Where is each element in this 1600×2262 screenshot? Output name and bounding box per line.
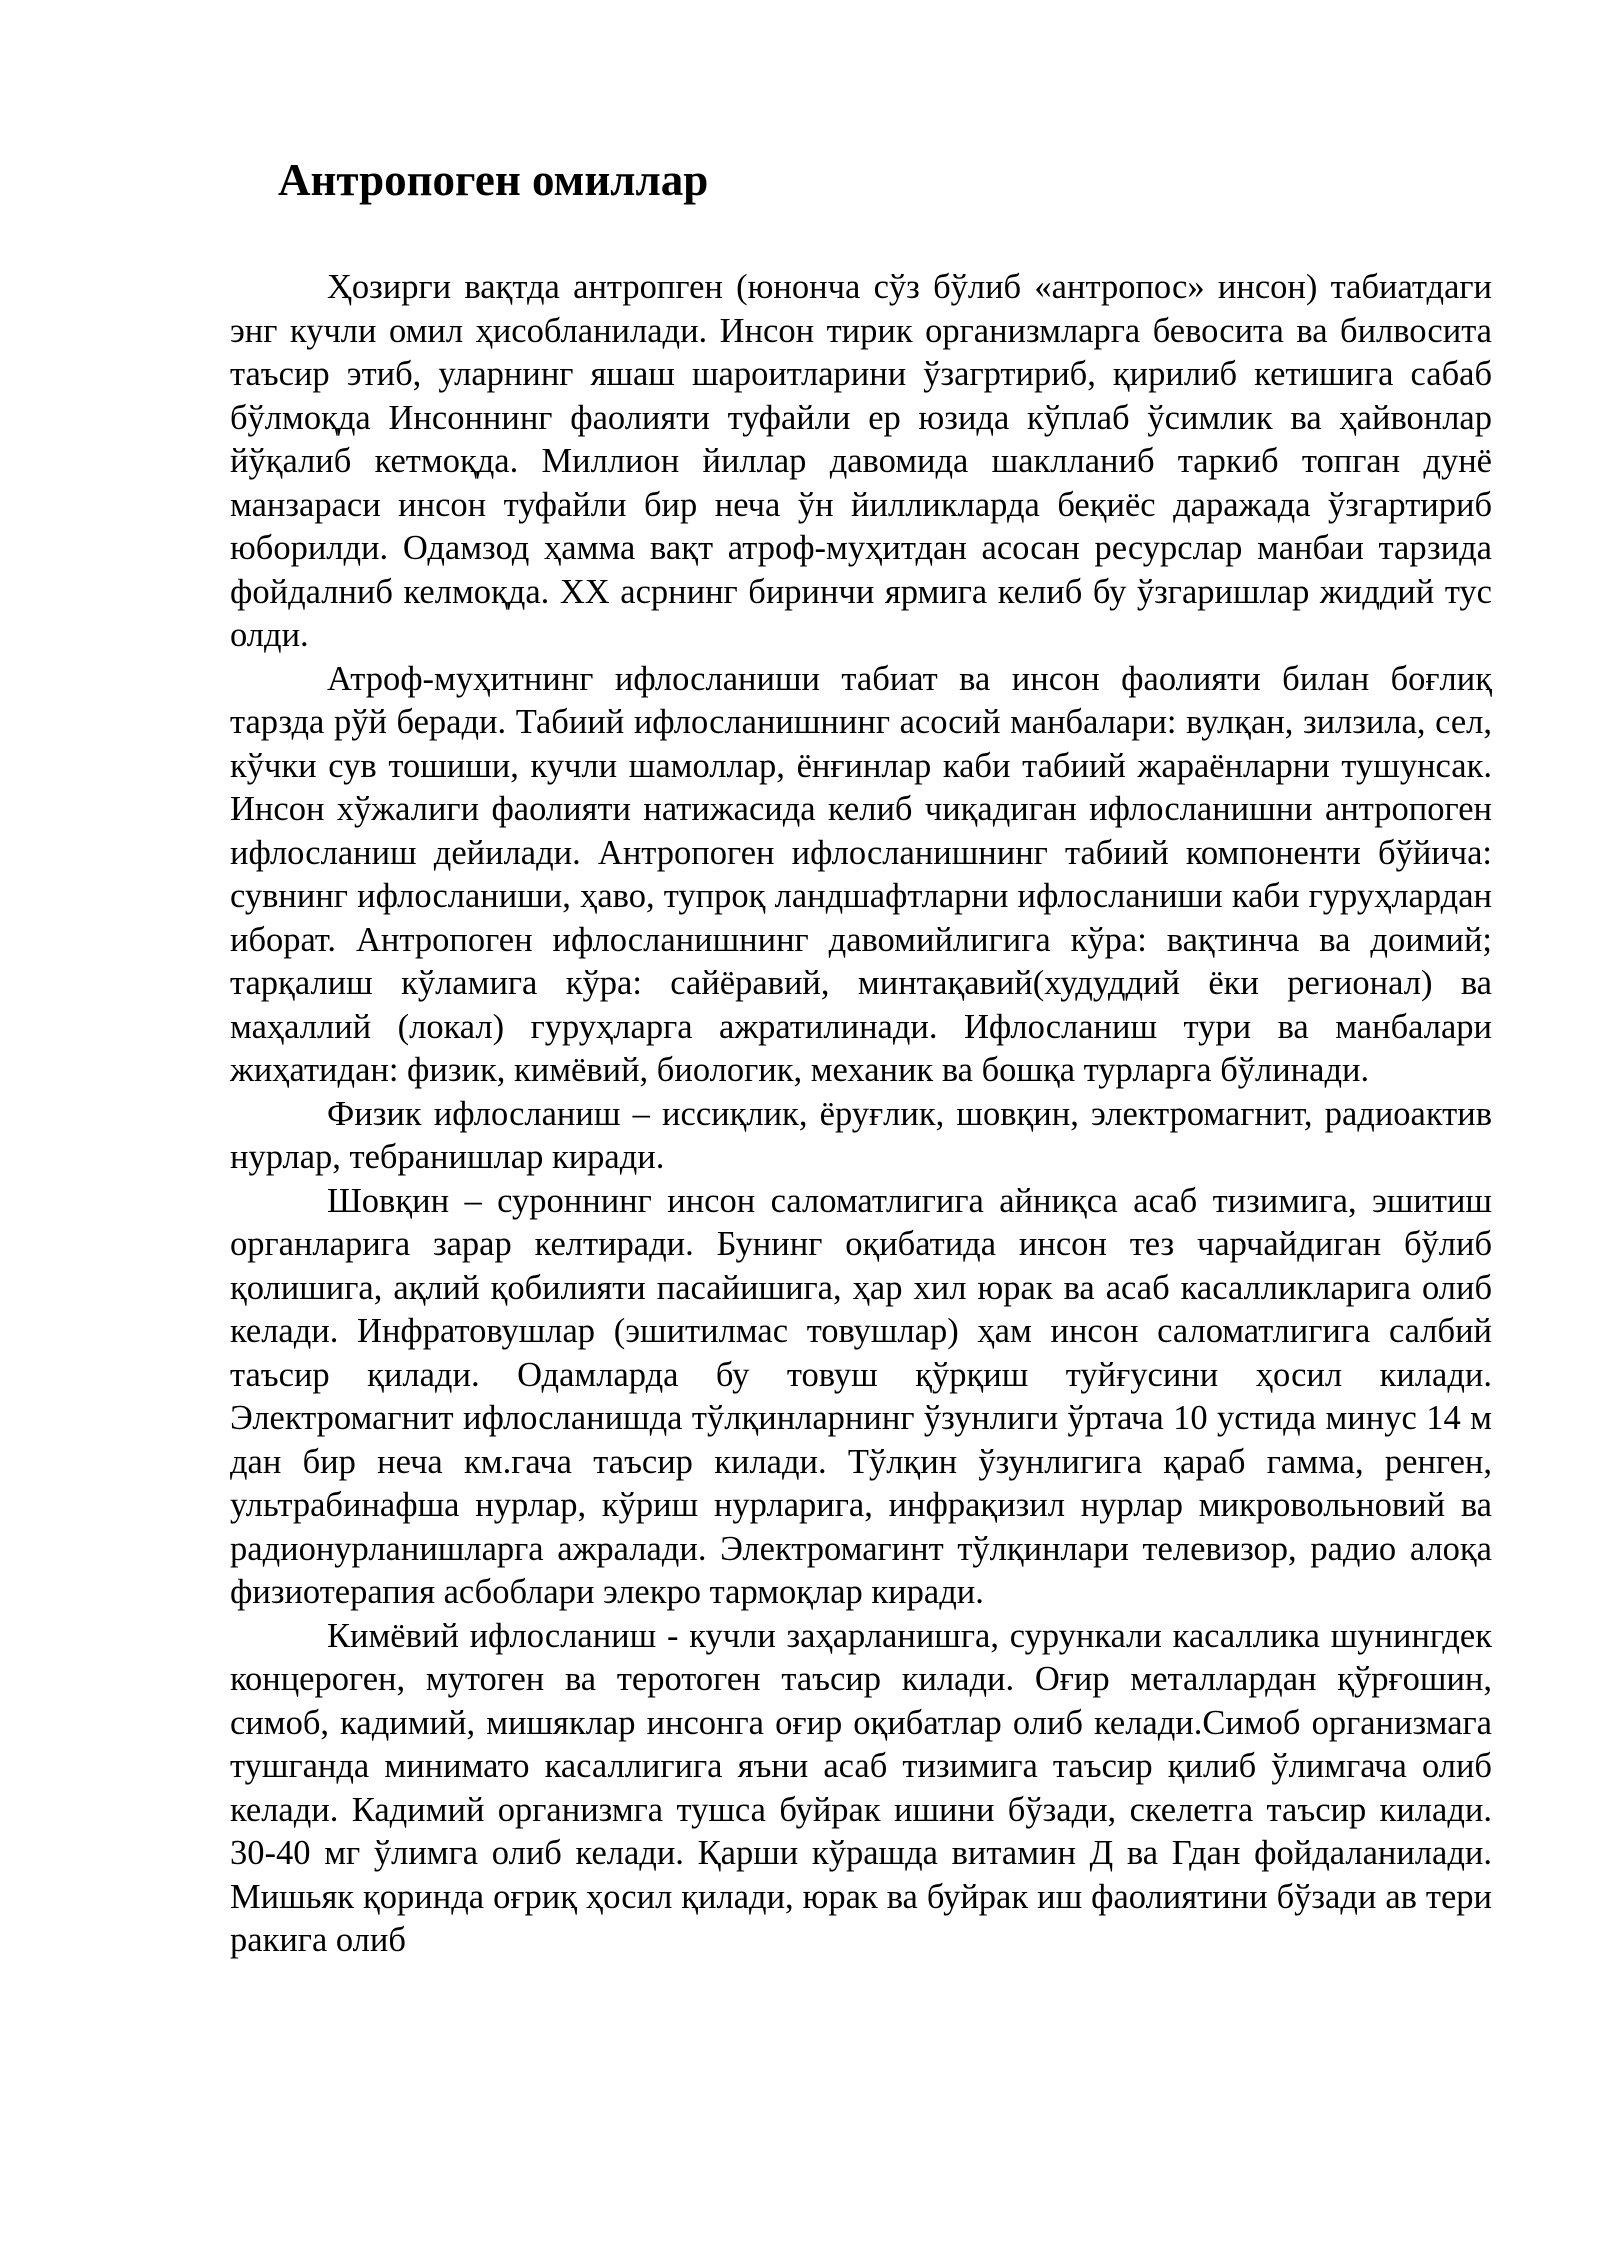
paragraph-3: Физик ифлосланиш – иссиқлик, ёруғлик, шовқин, электромагнит, радиоактив нурлар, тебранишлар киради.: [230, 1094, 1492, 1176]
paragraph-4: Шовқин – суроннинг инсон саломатлигига айниқса асаб тизимига, эшитиш органларига зарар келтиради. Бунинг оқибатида инсон тез чарчайдиган бўлиб қолишига, ақлий қобилияти пасайишига, ҳар хил юрак ва асаб касалликларига олиб келади. Инфратовушлар (эшитилмас товушлар) ҳам инсон саломатлигига салбий таъсир қилади. Одамларда бу товуш қўрқиш туйғусини ҳосил килади. Электромагнит ифлосланишда тўлқинларнинг ўзунлиги ўртача 10 устида минус 14 м дан бир неча км.гача таъсир килади. Тўлқин ўзунлигига қараб гамма, ренген, ультрабинафша нурлар, кўриш нурларига, инфрақизил нурлар микровольновий ва радионурланишларга ажралади. Электромагинт тўлқинлари телевизор, радио алоқа физиотерапия асбоблари элекро тармоқлар киради.: [230, 1181, 1492, 1611]
document-body: [230, 266, 1492, 1963]
paragraph-5: Кимёвий ифлосланиш - кучли заҳарланишга, сурункали касаллика шунингдек концероген, мутоген ва теротоген таъсир килади. Оғир металлардан қўрғошин, симоб, кадимий, мишяклар инсонга оғир оқибатлар олиб келади.Симоб организмага тушганда минимато касаллигига яъни асаб тизимига таъсир қилиб ўлимгача олиб келади. Кадимий организмга тушса буйрак ишини бўзади, скелетга таъсир килади. 30-40 мг ўлимга олиб келади. Қарши кўрашда витамин Д ва Гдан фойдаланилади. Мишьяк қоринда оғриқ ҳосил қилади, юрак ва буйрак иш фаолиятини бўзади ав тери ракига олиб: [230, 1616, 1492, 1959]
paragraph-1: Ҳозирги вақтда антропген (юнонча сўз бўлиб «антропос» инсон) табиатдаги энг кучли омил ҳисобланилади. Инсон тирик организмларга бевосита ва билвосита таъсир этиб, уларнинг яшаш шароитларини ўзагртириб, қирилиб кетишига сабаб бўлмоқда Инсоннинг фаолияти туфайли ер юзида кўплаб ўсимлик ва ҳайвонлар йўқалиб кетмоқда. Миллион йиллар давомида шаклланиб таркиб топган дунё манзараси инсон туфайли бир неча ўн йилликларда беқиёс даражада ўзгартириб юборилди. Одамзод ҳамма вақт атроф-муҳитдан асосан ресурслар манбаи тарзида фойдалниб келмоқда. ХХ асрнинг биринчи ярмига келиб бу ўзгаришлар жиддий тус олди.: [230, 268, 1492, 654]
paragraph-2: Атроф-муҳитнинг ифлосланиши табиат ва инсон фаолияти билан боғлиқ тарзда рўй беради. Табиий ифлосланишнинг асосий манбалари: вулқан, зилзила, сел, кўчки сув тошиши, кучли шамоллар, ёнғинлар каби табиий жараёнларни тушунсак. Инсон хўжалиги фаолияти натижасида келиб чиқадиган ифлосланишни антропоген ифлосланиш дейилади. Антропоген ифлосланишнинг табиий компоненти бўйича: сувнинг ифлосланиши, ҳаво, тупроқ ландшафтларни ифлосланиши каби гуруҳлардан иборат. Антропоген ифлосланишнинг давомийлигига кўра: вақтинча ва доимий; тарқалиш кўламига кўра: сайёравий, минтақавий(худуддий ёки регионал) ва маҳаллий (локал) гуруҳларга ажратилинади. Ифлосланиш тури ва манбалари жиҳатидан: физик, кимёвий, биологик, механик ва бошқа турларга бўлинади.: [230, 659, 1492, 1089]
page-title: Антропоген омиллар: [278, 155, 709, 205]
